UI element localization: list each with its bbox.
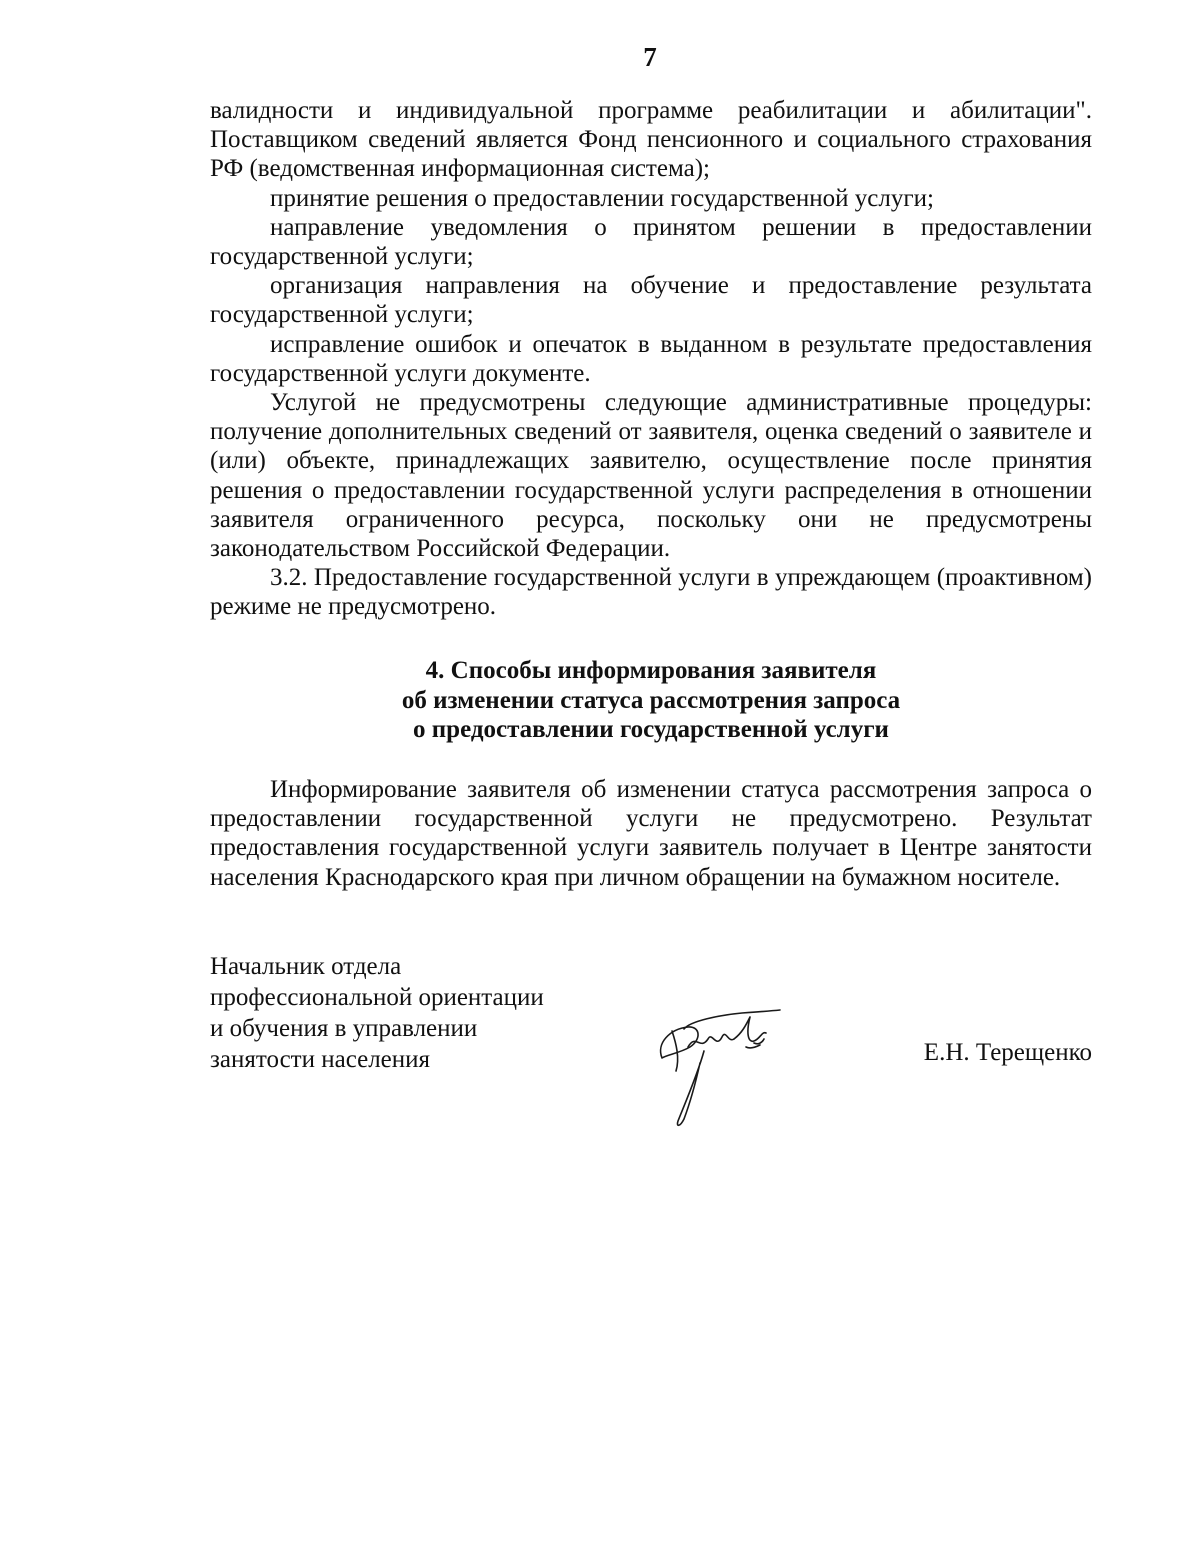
signatory-position-line: занятости населения: [210, 1046, 431, 1073]
handwritten-signature: [650, 1003, 790, 1133]
signatory-position-line: и обучения в управлении: [210, 1015, 478, 1042]
section-body: [210, 775, 1092, 892]
paragraph: валидности и индивидуальной программе реабилитации и абилитации". Поставщиком сведений является Фонд пенсионного и социального страхования РФ (ведомственная информационная система);: [210, 97, 1092, 183]
page-number: 7: [643, 42, 657, 72]
signatory-position-line: Начальник отдела: [210, 953, 402, 980]
signatory-position: [210, 951, 544, 1075]
signatory-position-line: профессиональной ориентации: [210, 984, 544, 1011]
paragraph: исправление ошибок и опечаток в выданном в результате предоставления государственной услуги документе.: [210, 330, 1092, 387]
section-heading-line: о предоставлении государственной услуги: [413, 716, 889, 743]
section-heading-line: об изменении статуса рассмотрения запроса: [401, 686, 901, 714]
paragraph: 3.2. Предоставление государственной услуги в упреждающем (проактивном) режиме не предусмотрено.: [210, 564, 1092, 621]
section-heading: [210, 656, 1092, 745]
signatory-name: Е.Н. Терещенко: [923, 1039, 1092, 1066]
document-body: [210, 96, 1092, 622]
paragraph: Услугой не предусмотрены следующие административные процедуры: получение дополнительных сведений от заявителя, оценка сведений о заявителе и (или) объекте, принадлежащих заявителю, осуществление после принятия решения о предоставлении государственной услуги распределения в отношении заявителя ограниченного ресурса, поскольку они не предусмотрены законодательством Российской Федерации.: [210, 389, 1092, 563]
paragraph: организация направления на обучение и предоставление результата государственной услуги;: [210, 272, 1092, 329]
section-heading-line: 4. Способы информирования заявителя: [425, 657, 877, 684]
paragraph: Информирование заявителя об изменении статуса рассмотрения запроса о предоставлении государственной услуги не предусмотрено. Результат предоставления государственной услуги заявитель получает в Центре занятости населения Краснодарского края при личном обращении на бумажном носителе.: [210, 776, 1092, 891]
paragraph: принятие решения о предоставлении государственной услуги;: [270, 184, 934, 212]
paragraph: направление уведомления о принятом решении в предоставлении государственной услуги;: [210, 213, 1092, 271]
